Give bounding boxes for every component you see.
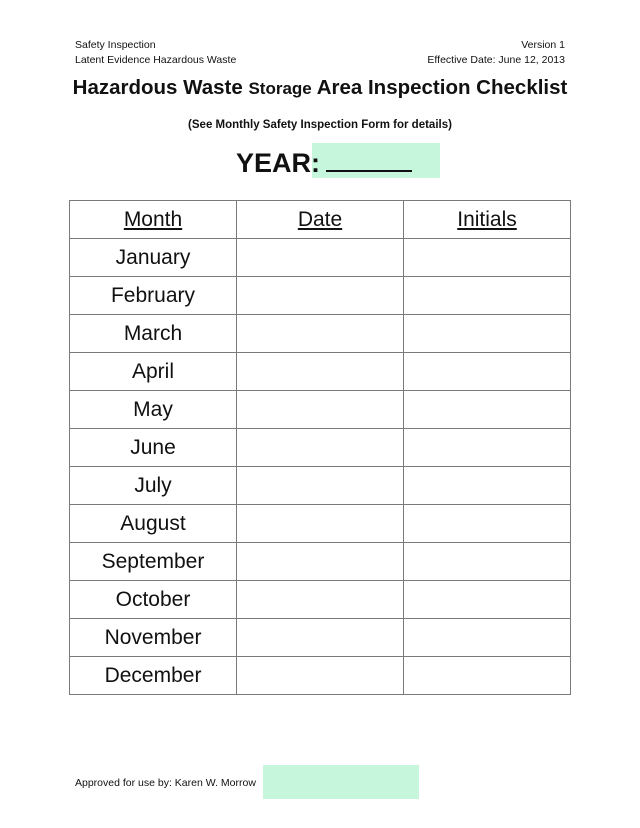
table-header-row	[70, 201, 571, 239]
initials-cell[interactable]	[404, 619, 571, 657]
header-effective-date: Effective Date: June 12, 2013	[427, 54, 565, 66]
header-left	[75, 38, 236, 68]
initials-cell[interactable]	[404, 581, 571, 619]
date-cell[interactable]	[237, 353, 404, 391]
month-cell: February	[70, 277, 237, 315]
month-cell: May	[70, 391, 237, 429]
table-row	[70, 277, 571, 315]
initials-cell[interactable]	[404, 505, 571, 543]
page-title	[0, 76, 640, 100]
column-header-date: Date	[237, 201, 404, 239]
column-header-initials: Initials	[404, 201, 571, 239]
table-row	[70, 657, 571, 695]
initials-cell[interactable]	[404, 429, 571, 467]
month-cell: January	[70, 239, 237, 277]
table-row	[70, 315, 571, 353]
initials-cell[interactable]	[404, 277, 571, 315]
date-cell[interactable]	[237, 543, 404, 581]
table-row	[70, 391, 571, 429]
initials-cell[interactable]	[404, 239, 571, 277]
signature-field-highlight[interactable]	[263, 765, 419, 799]
initials-cell[interactable]	[404, 657, 571, 695]
title-part-3: Area Inspection Checklist	[311, 76, 568, 99]
date-cell[interactable]	[237, 467, 404, 505]
table-row	[70, 581, 571, 619]
initials-cell[interactable]	[404, 315, 571, 353]
table-row	[70, 239, 571, 277]
date-cell[interactable]	[237, 429, 404, 467]
month-cell: August	[70, 505, 237, 543]
inspection-table	[69, 200, 571, 695]
month-cell: June	[70, 429, 237, 467]
table-row	[70, 543, 571, 581]
year-blank-line[interactable]	[326, 145, 412, 172]
date-cell[interactable]	[237, 277, 404, 315]
date-cell[interactable]	[237, 391, 404, 429]
month-cell: September	[70, 543, 237, 581]
header-right	[427, 38, 565, 68]
table-row	[70, 505, 571, 543]
initials-cell[interactable]	[404, 353, 571, 391]
title-part-2: Storage	[248, 79, 312, 98]
date-cell[interactable]	[237, 619, 404, 657]
date-cell[interactable]	[237, 315, 404, 353]
page-subtitle: (See Monthly Safety Inspection Form for details)	[188, 119, 452, 131]
date-cell[interactable]	[237, 581, 404, 619]
date-cell[interactable]	[237, 239, 404, 277]
header-unit: Latent Evidence Hazardous Waste	[75, 54, 237, 66]
month-cell: July	[70, 467, 237, 505]
table-row	[70, 619, 571, 657]
column-header-month: Month	[70, 201, 237, 239]
header-version: Version 1	[521, 39, 565, 51]
month-cell: April	[70, 353, 237, 391]
header-program: Safety Inspection	[75, 39, 156, 51]
table-row	[70, 353, 571, 391]
date-cell[interactable]	[237, 657, 404, 695]
table-row	[70, 429, 571, 467]
year-line	[236, 145, 412, 179]
table-row	[70, 467, 571, 505]
month-cell: March	[70, 315, 237, 353]
year-label: YEAR:	[236, 148, 321, 178]
approval-text: Approved for use by: Karen W. Morrow	[75, 777, 256, 789]
title-part-1: Hazardous Waste	[72, 76, 249, 99]
initials-cell[interactable]	[404, 467, 571, 505]
date-cell[interactable]	[237, 505, 404, 543]
month-cell: December	[70, 657, 237, 695]
initials-cell[interactable]	[404, 543, 571, 581]
month-cell: October	[70, 581, 237, 619]
initials-cell[interactable]	[404, 391, 571, 429]
month-cell: November	[70, 619, 237, 657]
